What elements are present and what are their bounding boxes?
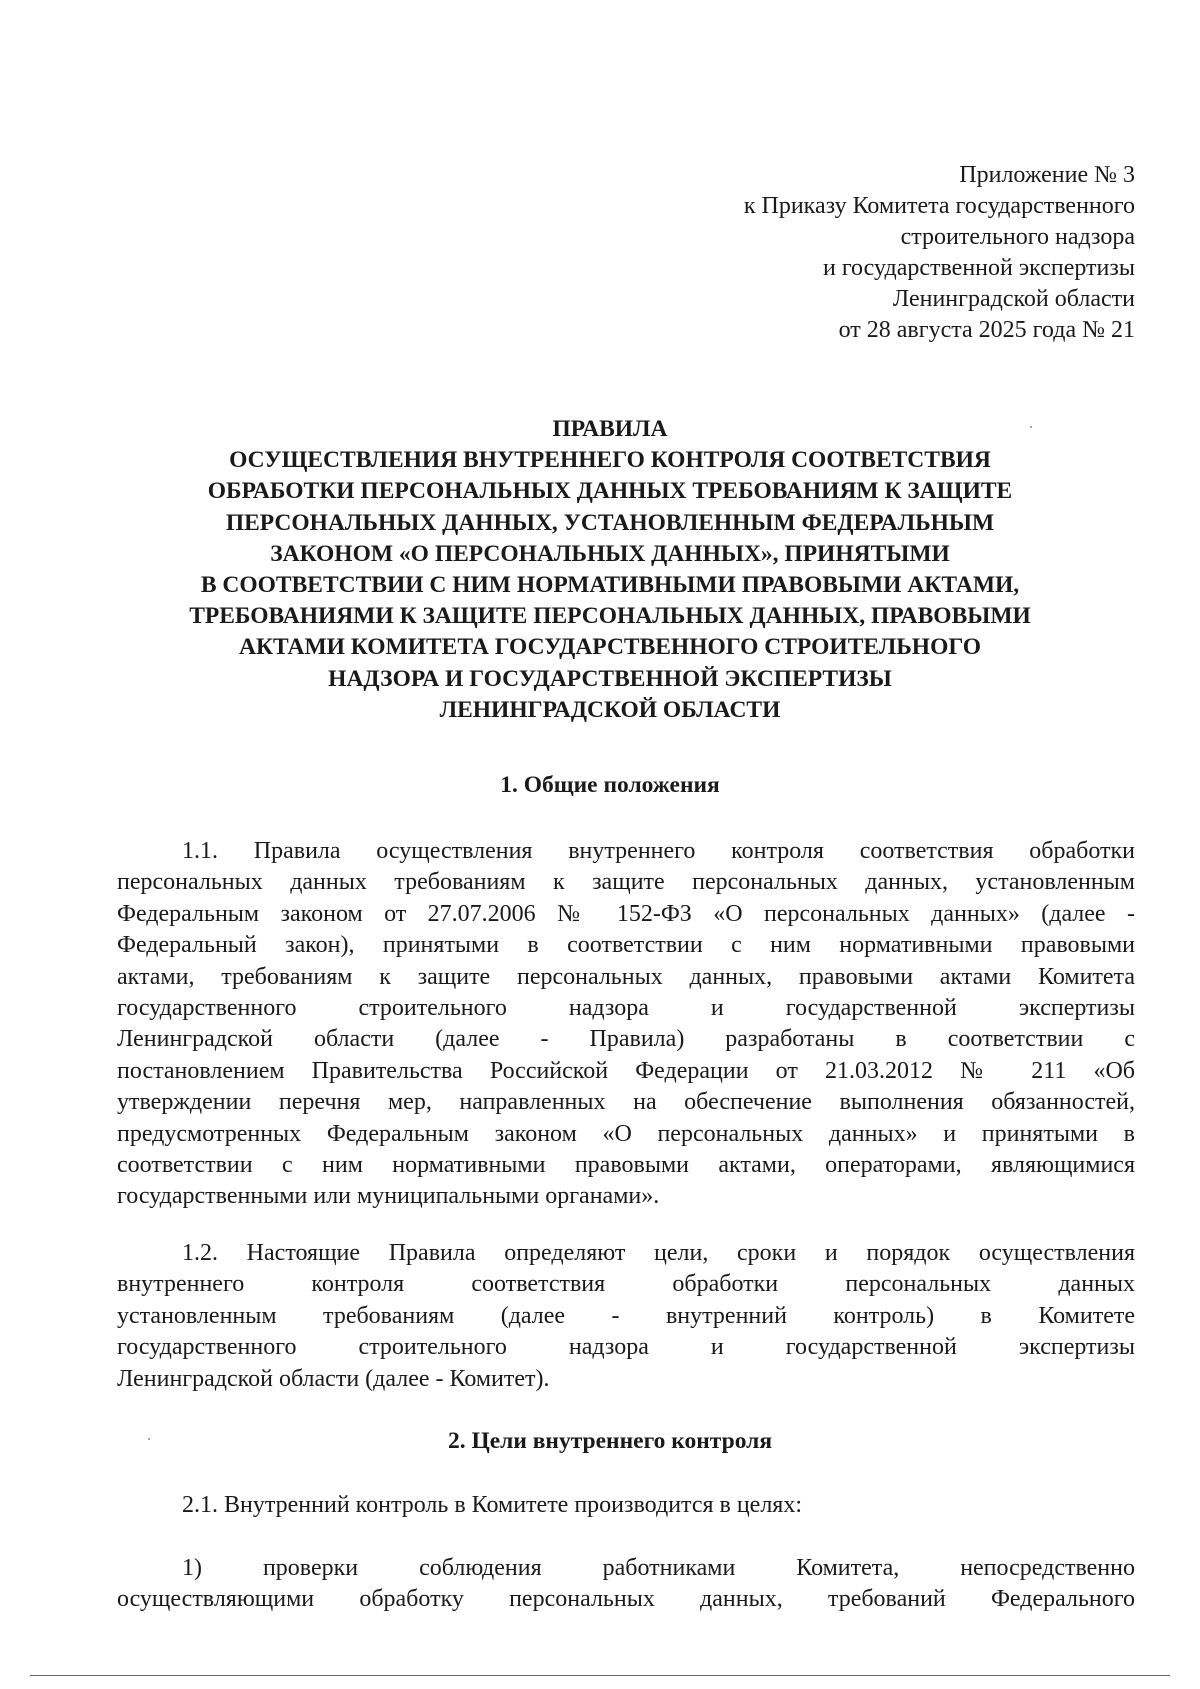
- paragraph-line: внутреннего контроля соответствия обработки персональных данных: [117, 1271, 1135, 1298]
- appendix-line: и государственной экспертизы: [822, 255, 1135, 281]
- paragraph-line: Федеральным законом от 27.07.2006 № 152-ФЗ «О персональных данных» (далее -: [117, 900, 1135, 927]
- title-line: АКТАМИ КОМИТЕТА ГОСУДАРСТВЕННОГО СТРОИТЕЛЬНОГО: [238, 634, 982, 661]
- title-line: ПЕРСОНАЛЬНЫХ ДАННЫХ, УСТАНОВЛЕННЫМ ФЕДЕРАЛЬНЫМ: [225, 509, 995, 536]
- title-line: В СООТВЕТСТВИИ С НИМ НОРМАТИВНЫМИ ПРАВОВЫМИ АКТАМИ,: [200, 572, 1020, 599]
- title-line: НАДЗОРА И ГОСУДАРСТВЕННОЙ ЭКСПЕРТИЗЫ: [328, 665, 892, 692]
- paragraph-line: персональных данных требованиям к защите персональных данных, установленным: [117, 869, 1135, 896]
- paragraph-line: Ленинградской области (далее - Комитет).: [117, 1365, 550, 1392]
- appendix-line: к Приказу Комитета государственного: [743, 193, 1135, 219]
- page-bottom-rule: [30, 1675, 1170, 1676]
- appendix-line: строительного надзора: [900, 224, 1135, 250]
- paragraph-line: 2.1. Внутренний контроль в Комитете производится в целях:: [182, 1492, 803, 1518]
- scan-speck: [1030, 426, 1032, 428]
- appendix-reference: [615, 160, 1135, 346]
- title-line: ОБРАБОТКИ ПЕРСОНАЛЬНЫХ ДАННЫХ ТРЕБОВАНИЯМ К ЗАЩИТЕ: [207, 478, 1013, 505]
- paragraph-line: установленным требованиям (далее - внутренний контроль) в Комитете: [117, 1302, 1135, 1329]
- list-item-1: [117, 1553, 1135, 1616]
- paragraph-line: осуществляющими обработку персональных данных, требований Федерального: [117, 1586, 1135, 1613]
- paragraph-line: 1.1. Правила осуществления внутреннего контроля соответствия обработки: [182, 838, 1135, 864]
- appendix-line: Приложение № 3: [959, 162, 1135, 188]
- paragraph-line: актами, требованиям к защите персональных данных, правовыми актами Комитета: [117, 963, 1135, 990]
- paragraph-line: государственного строительного надзора и государственной экспертизы: [117, 1334, 1135, 1361]
- title-line: ЗАКОНОМ «О ПЕРСОНАЛЬНЫХ ДАННЫХ», ПРИНЯТЫМИ: [270, 540, 950, 567]
- paragraph-line: постановлением Правительства Российской Федерации от 21.03.2012 № 211 «Об: [117, 1057, 1135, 1084]
- paragraph-line: 1) проверки соблюдения работниками Комитета, непосредственно: [182, 1555, 1135, 1581]
- title-line: ТРЕБОВАНИЯМИ К ЗАЩИТЕ ПЕРСОНАЛЬНЫХ ДАННЫХ, ПРАВОВЫМИ: [189, 603, 1031, 630]
- appendix-line: от 28 августа 2025 года № 21: [838, 317, 1135, 343]
- paragraph-1-1: [117, 836, 1135, 1213]
- scan-speck: [148, 1438, 150, 1440]
- section-heading-general: 1. Общие положения: [500, 772, 720, 798]
- title-line: ПРАВИЛА: [552, 416, 668, 442]
- paragraph-line: государственными или муниципальными органами».: [117, 1183, 660, 1210]
- paragraph-2-1: [117, 1490, 1135, 1521]
- paragraph-1-2: [117, 1238, 1135, 1395]
- paragraph-line: 1.2. Настоящие Правила определяют цели, сроки и порядок осуществления: [182, 1240, 1135, 1266]
- document-title: [110, 414, 1110, 726]
- paragraph-line: Федеральный закон), принятыми в соответствии с ним нормативными правовыми: [117, 932, 1135, 959]
- section-heading-goals: 2. Цели внутреннего контроля: [447, 1428, 773, 1454]
- title-line: ОСУЩЕСТВЛЕНИЯ ВНУТРЕННЕГО КОНТРОЛЯ СООТВЕТСТВИЯ: [229, 447, 991, 474]
- title-line: ЛЕНИНГРАДСКОЙ ОБЛАСТИ: [439, 696, 781, 723]
- appendix-line: Ленинградской области: [892, 286, 1135, 312]
- paragraph-line: предусмотренных Федеральным законом «О персональных данных» и принятыми в: [117, 1120, 1135, 1147]
- paragraph-line: государственного строительного надзора и государственной экспертизы: [117, 994, 1135, 1021]
- paragraph-line: соответствии с ним нормативными правовыми актами, операторами, являющимися: [117, 1151, 1135, 1178]
- paragraph-line: Ленинградской области (далее - Правила) разработаны в соответствии с: [117, 1026, 1135, 1053]
- paragraph-line: утверждении перечня мер, направленных на обеспечение выполнения обязанностей,: [117, 1089, 1135, 1116]
